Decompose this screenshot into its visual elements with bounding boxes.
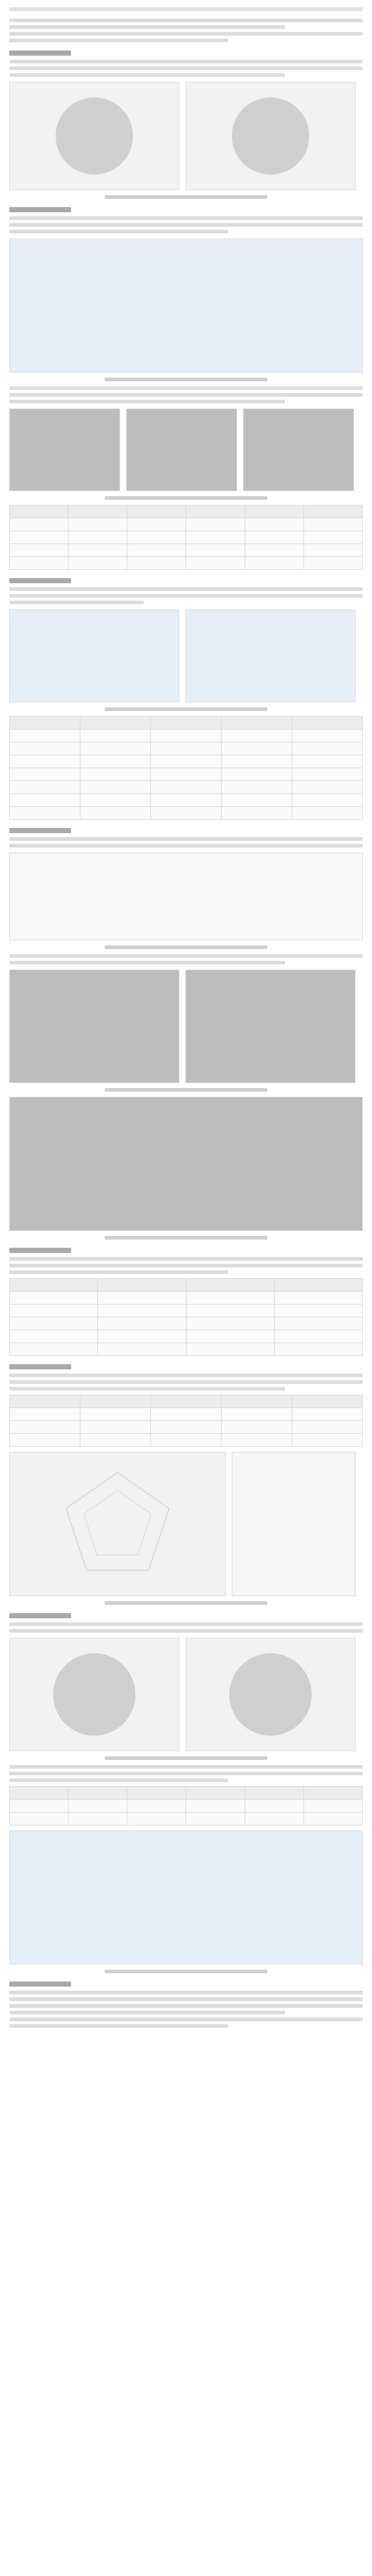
text-line (9, 587, 363, 591)
text-line (9, 60, 363, 63)
text-line (9, 954, 363, 958)
text-line (9, 386, 363, 390)
figure-caption (105, 707, 267, 711)
figure-caption (105, 945, 267, 949)
text-line (9, 66, 363, 70)
text-line (9, 837, 363, 841)
text-line (9, 216, 363, 220)
text-line (9, 19, 363, 22)
data-table-2 (9, 716, 363, 820)
section-heading (9, 828, 71, 833)
figure-row-pies-2 (9, 1638, 363, 1751)
figure-caption (105, 1088, 267, 1092)
text-line (9, 1765, 363, 1769)
radar-chart (50, 1462, 184, 1586)
text-line (9, 1380, 363, 1384)
pie-chart-left (56, 97, 133, 175)
figure-caption (105, 378, 267, 381)
data-table-4 (9, 1395, 363, 1447)
waveform-right (185, 609, 356, 702)
section-heading (9, 50, 71, 56)
figure-pie-left (9, 82, 179, 190)
text-line (9, 2024, 228, 2028)
text-line (9, 1629, 363, 1633)
figure-row-waveforms (9, 609, 363, 702)
text-line (9, 223, 363, 227)
text-line (9, 2018, 363, 2021)
figure-caption (105, 1970, 267, 1973)
text-line (9, 32, 363, 36)
radar-inner (84, 1490, 151, 1555)
waveform-left (9, 609, 179, 702)
text-line (9, 1270, 228, 1274)
text-line (9, 25, 285, 29)
text-line (9, 1257, 363, 1261)
radar-chart-box (9, 1452, 226, 1596)
radar-legend-box (232, 1452, 356, 1596)
photo-5 (185, 970, 356, 1083)
text-line (9, 400, 285, 403)
text-line (9, 2004, 363, 2008)
section-heading (9, 1613, 71, 1618)
text-line (9, 1264, 363, 1267)
photo-4 (9, 970, 179, 1083)
text-line (9, 961, 285, 964)
radar-outline (66, 1472, 169, 1570)
photo-3 (243, 409, 354, 491)
text-line (9, 1991, 363, 1994)
data-table-5 (9, 1786, 363, 1825)
figure-pie-3 (9, 1638, 179, 1751)
section-heading (9, 207, 71, 212)
text-line (9, 1622, 363, 1626)
text-line (9, 594, 363, 598)
section-heading (9, 1248, 71, 1253)
text-line (9, 601, 144, 604)
section-heading (9, 1981, 71, 1987)
data-table-3 (9, 1278, 363, 1356)
section-heading (9, 1364, 71, 1369)
figure-row-photos-2 (9, 970, 363, 1083)
text-line (9, 1778, 228, 1782)
figure-line-chart (9, 239, 363, 372)
photo-2 (126, 409, 237, 491)
pie-chart-right (232, 97, 309, 175)
data-table-1 (9, 505, 363, 570)
figure-pie-4 (185, 1638, 356, 1751)
figure-caption (105, 1756, 267, 1760)
figure-row-pies (9, 82, 363, 190)
figure-row-radar (9, 1452, 363, 1596)
figure-caption (105, 1236, 267, 1240)
text-line (9, 1997, 363, 2001)
figure-pie-right (185, 82, 356, 190)
text-line (9, 39, 228, 42)
figure-caption (105, 496, 267, 500)
text-line (9, 1374, 363, 1377)
figure-caption (105, 1601, 267, 1605)
header-rule (9, 7, 363, 11)
text-line (9, 844, 363, 848)
text-line (9, 1387, 285, 1391)
figure-bar-chart (9, 1831, 363, 1964)
section-heading (9, 578, 71, 583)
text-line (9, 393, 363, 397)
text-line (9, 73, 285, 77)
photo-1 (9, 409, 120, 491)
text-line (9, 2011, 285, 2014)
photo-6 (9, 1097, 363, 1231)
pie-chart-3 (53, 1653, 136, 1736)
flow-diagram (9, 853, 363, 940)
pie-chart-4 (229, 1653, 312, 1736)
figure-row-photos-1 (9, 409, 363, 491)
figure-caption (105, 195, 267, 199)
text-line (9, 1772, 363, 1775)
text-line (9, 230, 228, 233)
